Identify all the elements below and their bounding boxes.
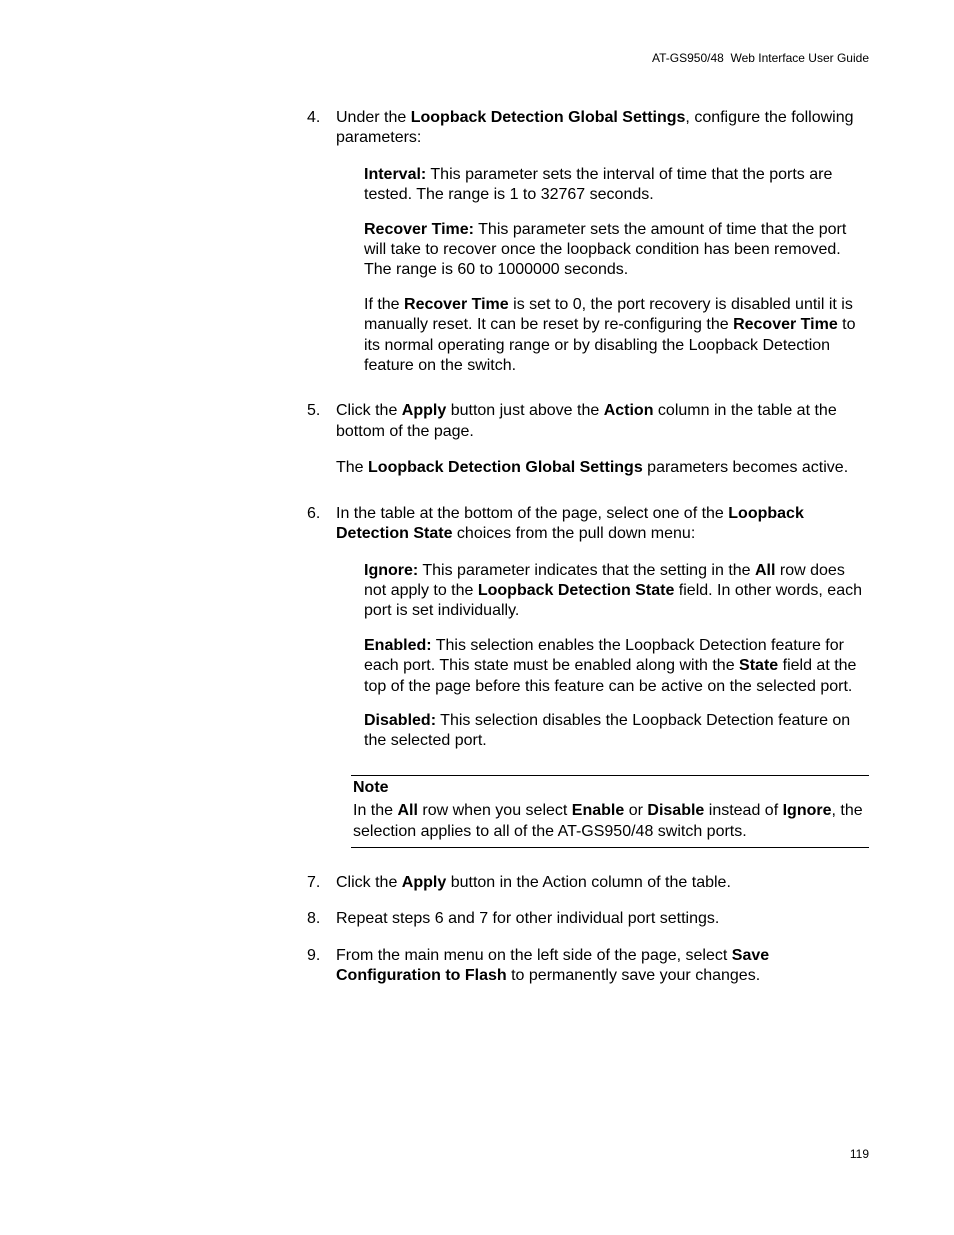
text-run: row when you select — [417, 802, 572, 820]
step-body — [336, 873, 869, 893]
text-run: The — [336, 459, 369, 477]
step-text — [336, 504, 869, 545]
step-text: Repeat steps 6 and 7 for other individual port settings. — [336, 910, 720, 928]
text-run: row does not apply to the — [364, 561, 845, 599]
bold-term: Recover Time — [404, 295, 509, 313]
step-number: 9. — [307, 946, 321, 964]
step-body — [336, 946, 869, 987]
definition-term: Interval: — [364, 165, 427, 183]
definition-term: Recover Time: — [364, 220, 474, 238]
bold-term: Loopback Detection Global Settings — [410, 109, 686, 126]
definition-term: Disabled: — [364, 711, 437, 729]
bold-term: Save Configuration to Flash — [336, 946, 770, 985]
parameter-definitions — [364, 165, 869, 377]
note-box — [351, 775, 869, 848]
bold-term: Apply — [401, 402, 447, 420]
step-body — [336, 108, 869, 149]
text-run: Under the — [336, 109, 411, 126]
step-9 — [307, 946, 869, 987]
text-run: Click the — [336, 402, 402, 420]
definition-enabled — [364, 636, 869, 697]
text-run: In the — [353, 802, 398, 820]
bold-term: Recover Time — [733, 316, 838, 334]
definition-term: Enabled: — [364, 636, 432, 654]
bold-term: Ignore — [782, 802, 832, 820]
definition-recover-time — [364, 220, 869, 281]
step-5 — [307, 401, 869, 442]
step-text — [336, 873, 869, 893]
bold-term: Apply — [401, 873, 447, 891]
bold-term: State — [739, 657, 779, 675]
text-run: In the table at the bottom of the page, select one of the — [336, 504, 729, 522]
text-run: field at the top of the page before this feature can be active on the selected port. — [364, 657, 857, 695]
text-run: button just above the — [446, 402, 604, 420]
step-body — [336, 909, 869, 929]
text-run: This parameter indicates that the setting in the — [418, 561, 755, 579]
definition-text: This selection disables the Loopback Detection feature on the selected port. — [364, 711, 851, 750]
step-text — [336, 401, 869, 442]
recover-time-zero-paragraph — [364, 295, 869, 377]
step-4 — [307, 108, 869, 149]
text-run: or — [624, 802, 648, 820]
bold-term: Action — [603, 402, 654, 420]
step-body — [336, 504, 869, 545]
text-run: choices from the pull down menu: — [452, 525, 696, 543]
text-run: to its normal operating range or by disabling the Loopback Detection feature on the switch. — [364, 316, 856, 375]
step-body — [336, 401, 869, 442]
bold-term: Loopback Detection State — [336, 504, 804, 543]
bold-term: Disable — [647, 802, 705, 820]
step-7 — [307, 873, 869, 893]
step-number: 6. — [307, 504, 321, 522]
text-run: to permanently save your changes. — [506, 967, 761, 985]
note-title: Note — [353, 778, 389, 796]
bold-term: Enable — [571, 802, 625, 820]
definition-text: This parameter sets the interval of time that the ports are tested. The range is 1 to 32767 seconds. — [364, 165, 833, 204]
bold-term: Loopback Detection Global Settings — [368, 459, 643, 477]
text-run: field. In other words, each port is set individually. — [364, 581, 862, 620]
text-run: If the — [364, 295, 405, 313]
step-6 — [307, 504, 869, 545]
running-header: AT-GS950/48 Web Interface User Guide — [652, 51, 869, 65]
definition-ignore — [364, 561, 869, 622]
text-run: Click the — [336, 873, 402, 891]
text-run: , configure the following parameters: — [336, 109, 854, 147]
step-number: 4. — [307, 109, 321, 126]
text-run: button in the Action column of the table. — [446, 873, 731, 891]
step-5-result — [336, 458, 869, 478]
definition-interval — [364, 165, 869, 206]
step-number: 5. — [307, 402, 321, 420]
state-definitions — [364, 561, 869, 752]
text-run: parameters becomes active. — [642, 459, 849, 477]
text-run: From the main menu on the left side of the page, select — [336, 946, 732, 964]
step-number: 7. — [307, 873, 321, 891]
text-run: is set to 0, the port recovery is disabled until it is manually reset. It can be reset by re-configuring the — [364, 295, 853, 334]
note-text — [353, 801, 869, 842]
bold-term: Loopback Detection State — [477, 581, 675, 599]
text-run: instead of — [704, 802, 783, 820]
step-text — [336, 108, 869, 149]
step-number: 8. — [307, 910, 321, 928]
definition-term: Ignore: — [364, 561, 419, 579]
definition-disabled — [364, 711, 869, 752]
text-run: This selection enables the Loopback Detection feature for each port. This state must be enabled along with the — [364, 636, 844, 675]
definition-text: This parameter sets the amount of time that the port will take to recover once the loopback condition has been removed. The range is 60 to 1000000 seconds. — [364, 220, 847, 279]
page-number: 119 — [849, 1147, 869, 1161]
step-text — [336, 946, 869, 987]
step-8 — [307, 909, 869, 929]
bold-term: All — [397, 802, 418, 820]
text-run: column in the table at the bottom of the page. — [336, 402, 837, 440]
text-run: , the selection applies to all of the AT-GS950/48 switch ports. — [353, 802, 863, 840]
procedure-body — [307, 108, 869, 987]
bold-term: All — [755, 561, 776, 579]
